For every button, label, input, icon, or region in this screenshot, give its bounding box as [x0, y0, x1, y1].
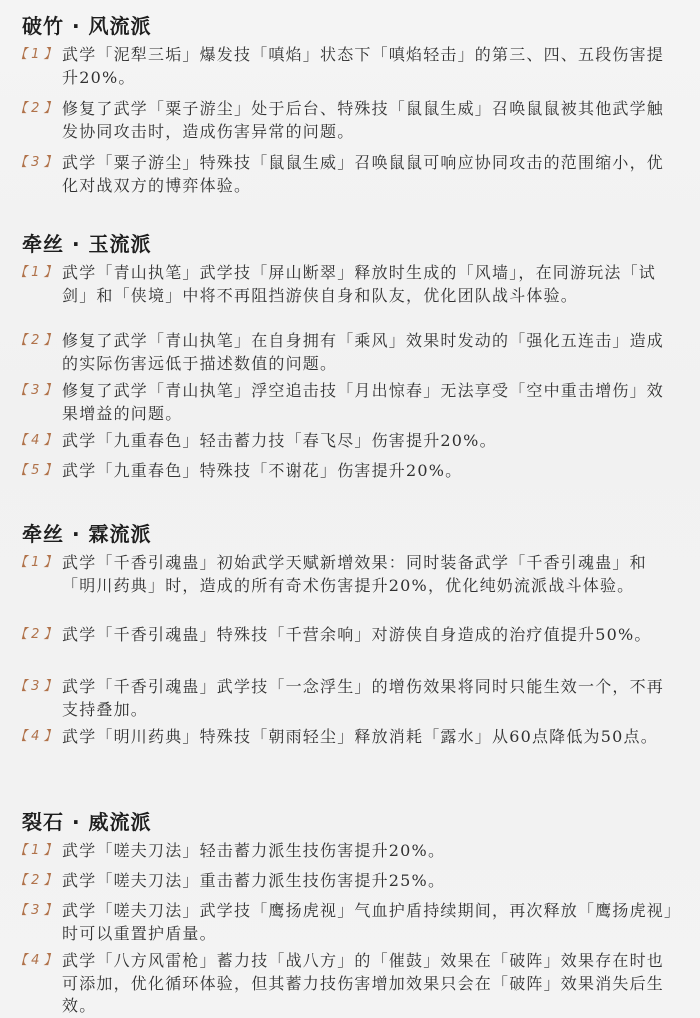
item-number: 【 1 】	[14, 555, 57, 570]
item-text: 修复了武学「粟子游尘」处于后台、特殊技「鼠鼠生威」召唤鼠鼠被其他武学触发协同攻击时，造成伤害异常的问题。	[62, 99, 665, 141]
item-number: 【 3 】	[14, 155, 57, 170]
item-text: 武学「嗟夫刀法」武学技「鹰扬虎视」气血护盾持续期间，再次释放「鹰扬虎视」时可以重置护盾量。	[62, 901, 674, 943]
item-text: 修复了武学「青山执笔」在自身拥有「乘风」效果时发动的「强化五连击」造成的实际伤害远低于描述数值的问题。	[62, 331, 665, 373]
item-number: 【 1 】	[14, 47, 57, 62]
item-text: 武学「嗟夫刀法」轻击蓄力派生技伤害提升20%。	[62, 841, 446, 860]
item-number: 【 2 】	[14, 101, 57, 116]
section-title: 破竹 · 风流派	[22, 14, 152, 38]
item-number: 【 2 】	[14, 627, 57, 642]
section-title: 牵丝 · 霖流派	[22, 522, 152, 546]
item-text: 修复了武学「青山执笔」浮空追击技「月出惊春」无法享受「空中重击增伤」效果增益的问题。	[62, 381, 665, 423]
item-number: 【 4 】	[14, 729, 57, 744]
item-number: 【 4 】	[14, 433, 57, 448]
item-text: 武学「九重春色」特殊技「不谢花」伤害提升20%。	[62, 461, 463, 480]
item-text: 武学「八方风雷枪」蓄力技「战八方」的「催鼓」效果在「破阵」效果存在时也可添加，优化循环体验，但其蓄力技伤害增加效果只会在「破阵」效果消失后生效。	[62, 951, 665, 1015]
item-text: 武学「千香引魂蛊」初始武学天赋新增效果：同时装备武学「千香引魂蛊」和「明川药典」时，造成的所有奇术伤害提升20%，优化纯奶流派战斗体验。	[62, 553, 647, 595]
item-number: 【 1 】	[14, 265, 57, 280]
item-number: 【 1 】	[14, 843, 57, 858]
item-number: 【 3 】	[14, 679, 57, 694]
item-number: 【 4 】	[14, 953, 57, 968]
item-text: 武学「千香引魂蛊」武学技「一念浮生」的增伤效果将同时只能生效一个，不再支持叠加。	[62, 677, 665, 719]
item-number: 【 5 】	[14, 463, 57, 478]
item-number: 【 2 】	[14, 873, 57, 888]
item-text: 武学「九重春色」轻击蓄力技「春飞尽」伤害提升20%。	[62, 431, 497, 450]
section-title: 裂石 · 威流派	[22, 810, 152, 834]
item-text: 武学「千香引魂蛊」特殊技「千营余响」对游侠自身造成的治疗值提升50%。	[62, 625, 652, 644]
item-text: 武学「嗟夫刀法」重击蓄力派生技伤害提升25%。	[62, 871, 446, 890]
item-text: 武学「泥犁三垢」爆发技「嗔焰」状态下「嗔焰轻击」的第三、四、五段伤害提升20%。	[62, 45, 665, 87]
section-title: 牵丝 · 玉流派	[22, 232, 152, 256]
item-number: 【 2 】	[14, 333, 57, 348]
item-text: 武学「明川药典」特殊技「朝雨轻尘」释放消耗「露水」从60点降低为50点。	[62, 727, 658, 746]
item-text: 武学「青山执笔」武学技「屏山断翠」释放时生成的「风墙」，在同游玩法「试剑」和「侠境」中将不再阻挡游侠自身和队友，优化团队战斗体验。	[62, 263, 657, 305]
item-number: 【 3 】	[14, 383, 57, 398]
item-number: 【 3 】	[14, 903, 57, 918]
item-text: 武学「粟子游尘」特殊技「鼠鼠生威」召唤鼠鼠可响应协同攻击的范围缩小，优化对战双方的博弈体验。	[62, 153, 665, 195]
